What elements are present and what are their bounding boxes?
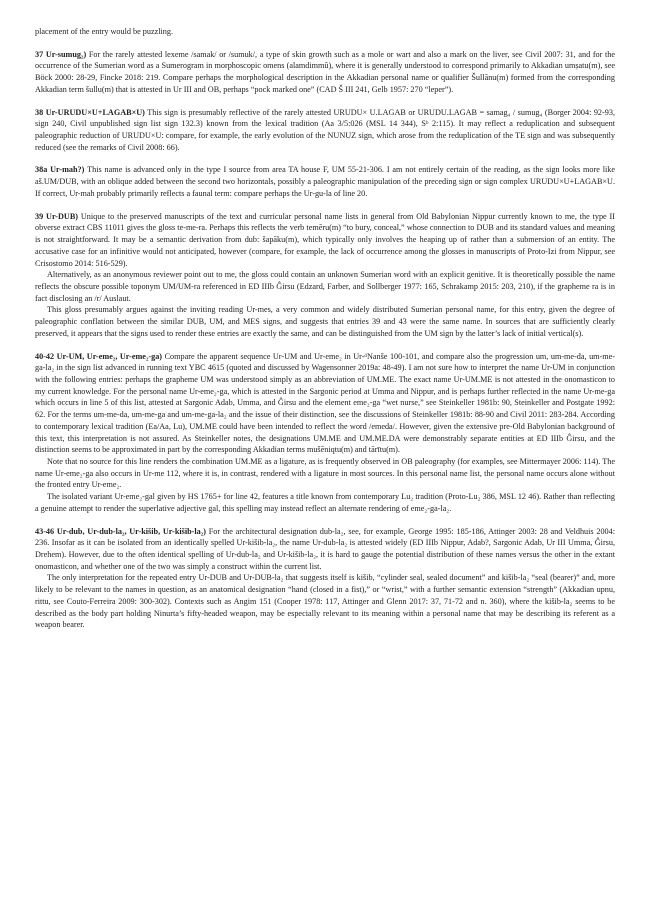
entry-paragraph — [35, 572, 615, 631]
entry-paragraph — [35, 211, 615, 270]
entry-paragraph — [35, 164, 615, 199]
commentary-entry — [35, 107, 615, 154]
entry-paragraph — [35, 49, 615, 96]
entry-text: Note that no source for this line renders the combination UM.ME as a ligature, as is frequently observed in OB paleography (for examples, see Mittermayer 2006: 114). The name Ur-eme₂-ga also occurs in Ur-me 112, where it is, in contrast, rendered with a ligature in most sources. In this personal name list, the personal name occurs alone without the fronted entry Ur-eme₂. — [35, 457, 615, 490]
intro-line: placement of the entry would be puzzling. — [35, 27, 174, 36]
entry-text: This sign is presumably reflective of the rarely attested URUDU× U.LAGAB or URUDU.LAGAB = samag₄ / sumug₄ (Borger 2004: 92-93, sign 240, Civil unpublished sign list sign 132.3) known from the lexical tradition (Aa 3/5:026 (MSL 14 344), Sᵇ 2:115). It may reflect a reduplication and subsequent paleographic reduction of URUDU×U: compare, for example, the early evolution of the NUNUZ sign, which arose from the reduplication of the TE sign and was subsequently reduced (see the remarks of Civil 2008: 66). — [35, 107, 615, 152]
entry-paragraph — [35, 526, 615, 573]
entry-paragraph — [35, 107, 615, 154]
page-body — [35, 26, 615, 631]
entry-heading: 40-42 Ur-UM, Ur-eme₂, Ur-eme₂-ga) — [35, 351, 163, 361]
entry-paragraph — [35, 351, 615, 456]
entry-text: For the architectural designation dub-la₂, see, for example, George 1995: 185-186, Attinger 2003: 28 and Veldhuis 2004: 236. Insofar as it can be isolated from an identically spelled Ur-kišib-la₂, the name Ur-dub-la₂ is attested widely (ED IIIb Nippur, Adab?, Sargonic Adab, Ur III Umma, Ĝirsu, Drehem). However, due to the often identical spelling of Ur-dub-la₂ and Ur-kišib-la₂, it is hard to gauge the potential distribution of these names versus the other in the extant onomasticon, and whether one of the two was simply a construct within the current list. — [35, 526, 616, 571]
entry-text: Compare the apparent sequence Ur-UM and Ur-eme₂ in Ur-ᵈNanše 100-101, and compare also the progression um, um-me-da, um-me-ga-la₂ in the sign list advanced in running text YBC 4615 (quoted and discussed by Wagensonner 2019a: 48-49). I am not sure how to interpret the name Ur-UM in conjunction with the following entries: perhaps the grapheme UM was understood simply as an abbreviation of UM.ME. The exact name Ur-UM.ME is not attested in the onomasticon to my current knowledge. For the personal name Ur-eme₂-ga, which is attested in the Sargonic period at Umma and Nippur, and is perhaps further reflected in the name Ur-me-ga which occurs in line 5 of this list, attested at Sargonic Adab, Umma, and Ĝirsu and the element eme₂-ga “wet nurse,” see Steinkeller 1981b: 90, Steinkeller and Postgate 1992: 62. For the terms um-me-da, um-me-ga and um-me-ga-la₂ and the issue of their distinction, see the discussions of Steinkeller 1981b: 88-90 and Civil 2011: 283-284. According to contemporary lexical tradition (Ea/Aa, Lu), UM.ME could have been intended to reflect the word /emeda/. However, given the extensive pre-Old Babylonian background of this text, this interpretation is not assured. As Steinkeller notes, the designations UM.ME and UM.ME.DA were demonstrably separate entities at ED IIIb Ĝirsu, and the distinction seems to be approximated in part by the corresponding Akkadian terms mušēniqtu(m) and tārītu(m). — [35, 351, 616, 455]
entry-heading: 37 Ur-sumug₂) — [35, 49, 87, 59]
entry-heading: 38 Ur-URUDU×U+LAGAB×U) — [35, 107, 145, 117]
commentary-entry — [35, 526, 615, 631]
commentary-entry — [35, 211, 615, 340]
commentary-entry — [35, 351, 615, 515]
entry-text: Alternatively, as an anonymous reviewer point out to me, the gloss could contain an unknown Sumerian word with an explicit genitive. It is theoretically possible the name reflects the obscure possible toponym UM/UM-ra referenced in ED IIIb Ĝirsu (Edzard, Farber, and Sollberger 1977: 165, Schrakamp 2015: 203, 210), if the grapheme ra is in fact disclosing an /r/ Auslaut. — [35, 270, 615, 303]
entry-text: The isolated variant Ur-eme₂-gal given by HS 1765+ for line 42, features a title known from contemporary Lu₂ tradition (Proto-Lu₂ 386, MSL 12 46). Rather than reflecting a genuine attempt to render the superlative adjective gal, this spelling may instead reflect an alternate rendering of eme₂-ga-la₂. — [35, 492, 615, 513]
entry-paragraph — [35, 269, 615, 304]
entry-paragraph — [35, 304, 615, 339]
entry-paragraph — [35, 456, 615, 491]
entries — [35, 49, 615, 631]
entry-text: The only interpretation for the repeated entry Ur-DUB and Ur-DUB-la₂ that suggests itself is kišib, “cylinder seal, sealed document” and kišib-la₂ “seal (bearer)” and, more likely to be relevant to the names in question, as an anatomical designation “hand (closed in a fist),” or “wrist,” with a further semantic extension “strength” (Akkadian upnu, rittu, see Couto-Ferreira 2009: 300-302). Contexts such as Angim 151 (Cooper 1978: 117, Attinger and Glenn 2017: 37, 71-72 and n. 360), where the kišib-la₂ seems to be described as the body part holding Ninurta’s fifty-headed weapon, may be especially relevant to its meaning within a personal name that may be describing its referent as a weapon bearer. — [35, 573, 615, 630]
entry-text: Unique to the preserved manuscripts of the text and curricular personal name lists in general from Old Babylonian Nippur currently known to me, the type II obverse extract CBS 11011 gives the gloss te-me-ra. Perhaps this reflects the verb temēru(m) “to bury, conceal,” whose connection to DUB and its standard values and meaning is not straightforward. It may be a semantic derivation from dub: šapāku(m), which typically only involves the heaping up of rather than a submersion of an entity. The accusative case for an infinitive would not anticipated, however (compare, for example, the lack of occurrence among the glosses in manuscripts of Proto-Izi from Nippur, see Crisostomo 2014: 516-529). — [35, 211, 615, 268]
commentary-entry — [35, 164, 615, 199]
entry-heading: 38a Ur-mah?) — [35, 165, 85, 175]
entry-text: For the rarely attested lexeme /samak/ or /sumuk/, a type of skin growth such as a mole or wart and also a mark on the liver, see Civil 2007: 31, and for the occurrence of the Sumerian word as a Sumerogram in morphoscopic omens (alamdimmû), where it is generally understood to correspond primarily to Akkadian umṣatu(m), see Böck 2000: 28-29, Fincke 2018: 219. Compare perhaps the morphological description in the Akkadian personal name or qualifier Šullānu(m) formed from the corresponding Akkadian term šullu(m) that is attested in Ur III and OB, perhaps “pock marked one” (CAD Š III 241, Gelb 1957: 270 “leper”). — [35, 49, 616, 94]
entry-paragraph — [35, 491, 615, 514]
commentary-entry — [35, 49, 615, 96]
entry-text: This name is advanced only in the type I source from area TA house F, UM 55-21-306. I am not entirely certain of the reading, as the sign looks more like aš.UM/DUB, with an oblique added between the second two horizontals, possibly a paleographic manipulation of the preceding sign or sign complex URUDU×U+LAGAB×U. If correct, Ur-mah probably primarily reflects a faunal term: compare perhaps the Ur-gu-la of line 20. — [35, 165, 615, 198]
entry-heading: 39 Ur-DUB) — [35, 211, 79, 221]
entry-text: This gloss presumably argues against the inviting reading Ur-mes, a very common and widely distributed Sumerian personal name, for this entry, given the degree of paleographic conflation between the similar DUB, UM, and MES signs, and suggests that entries 39 and 43 were the same name. In sources that are sufficiently clearly preserved, it appears that the signs used to render these entries are exactly the same, and can be distinguished from the UM sign by the latter’s lack of initial vertical(s). — [35, 305, 615, 338]
entry-heading: 43-46 Ur-dub, Ur-dub-la₂, Ur-kišib, Ur-kišib-la₂) — [35, 526, 206, 536]
